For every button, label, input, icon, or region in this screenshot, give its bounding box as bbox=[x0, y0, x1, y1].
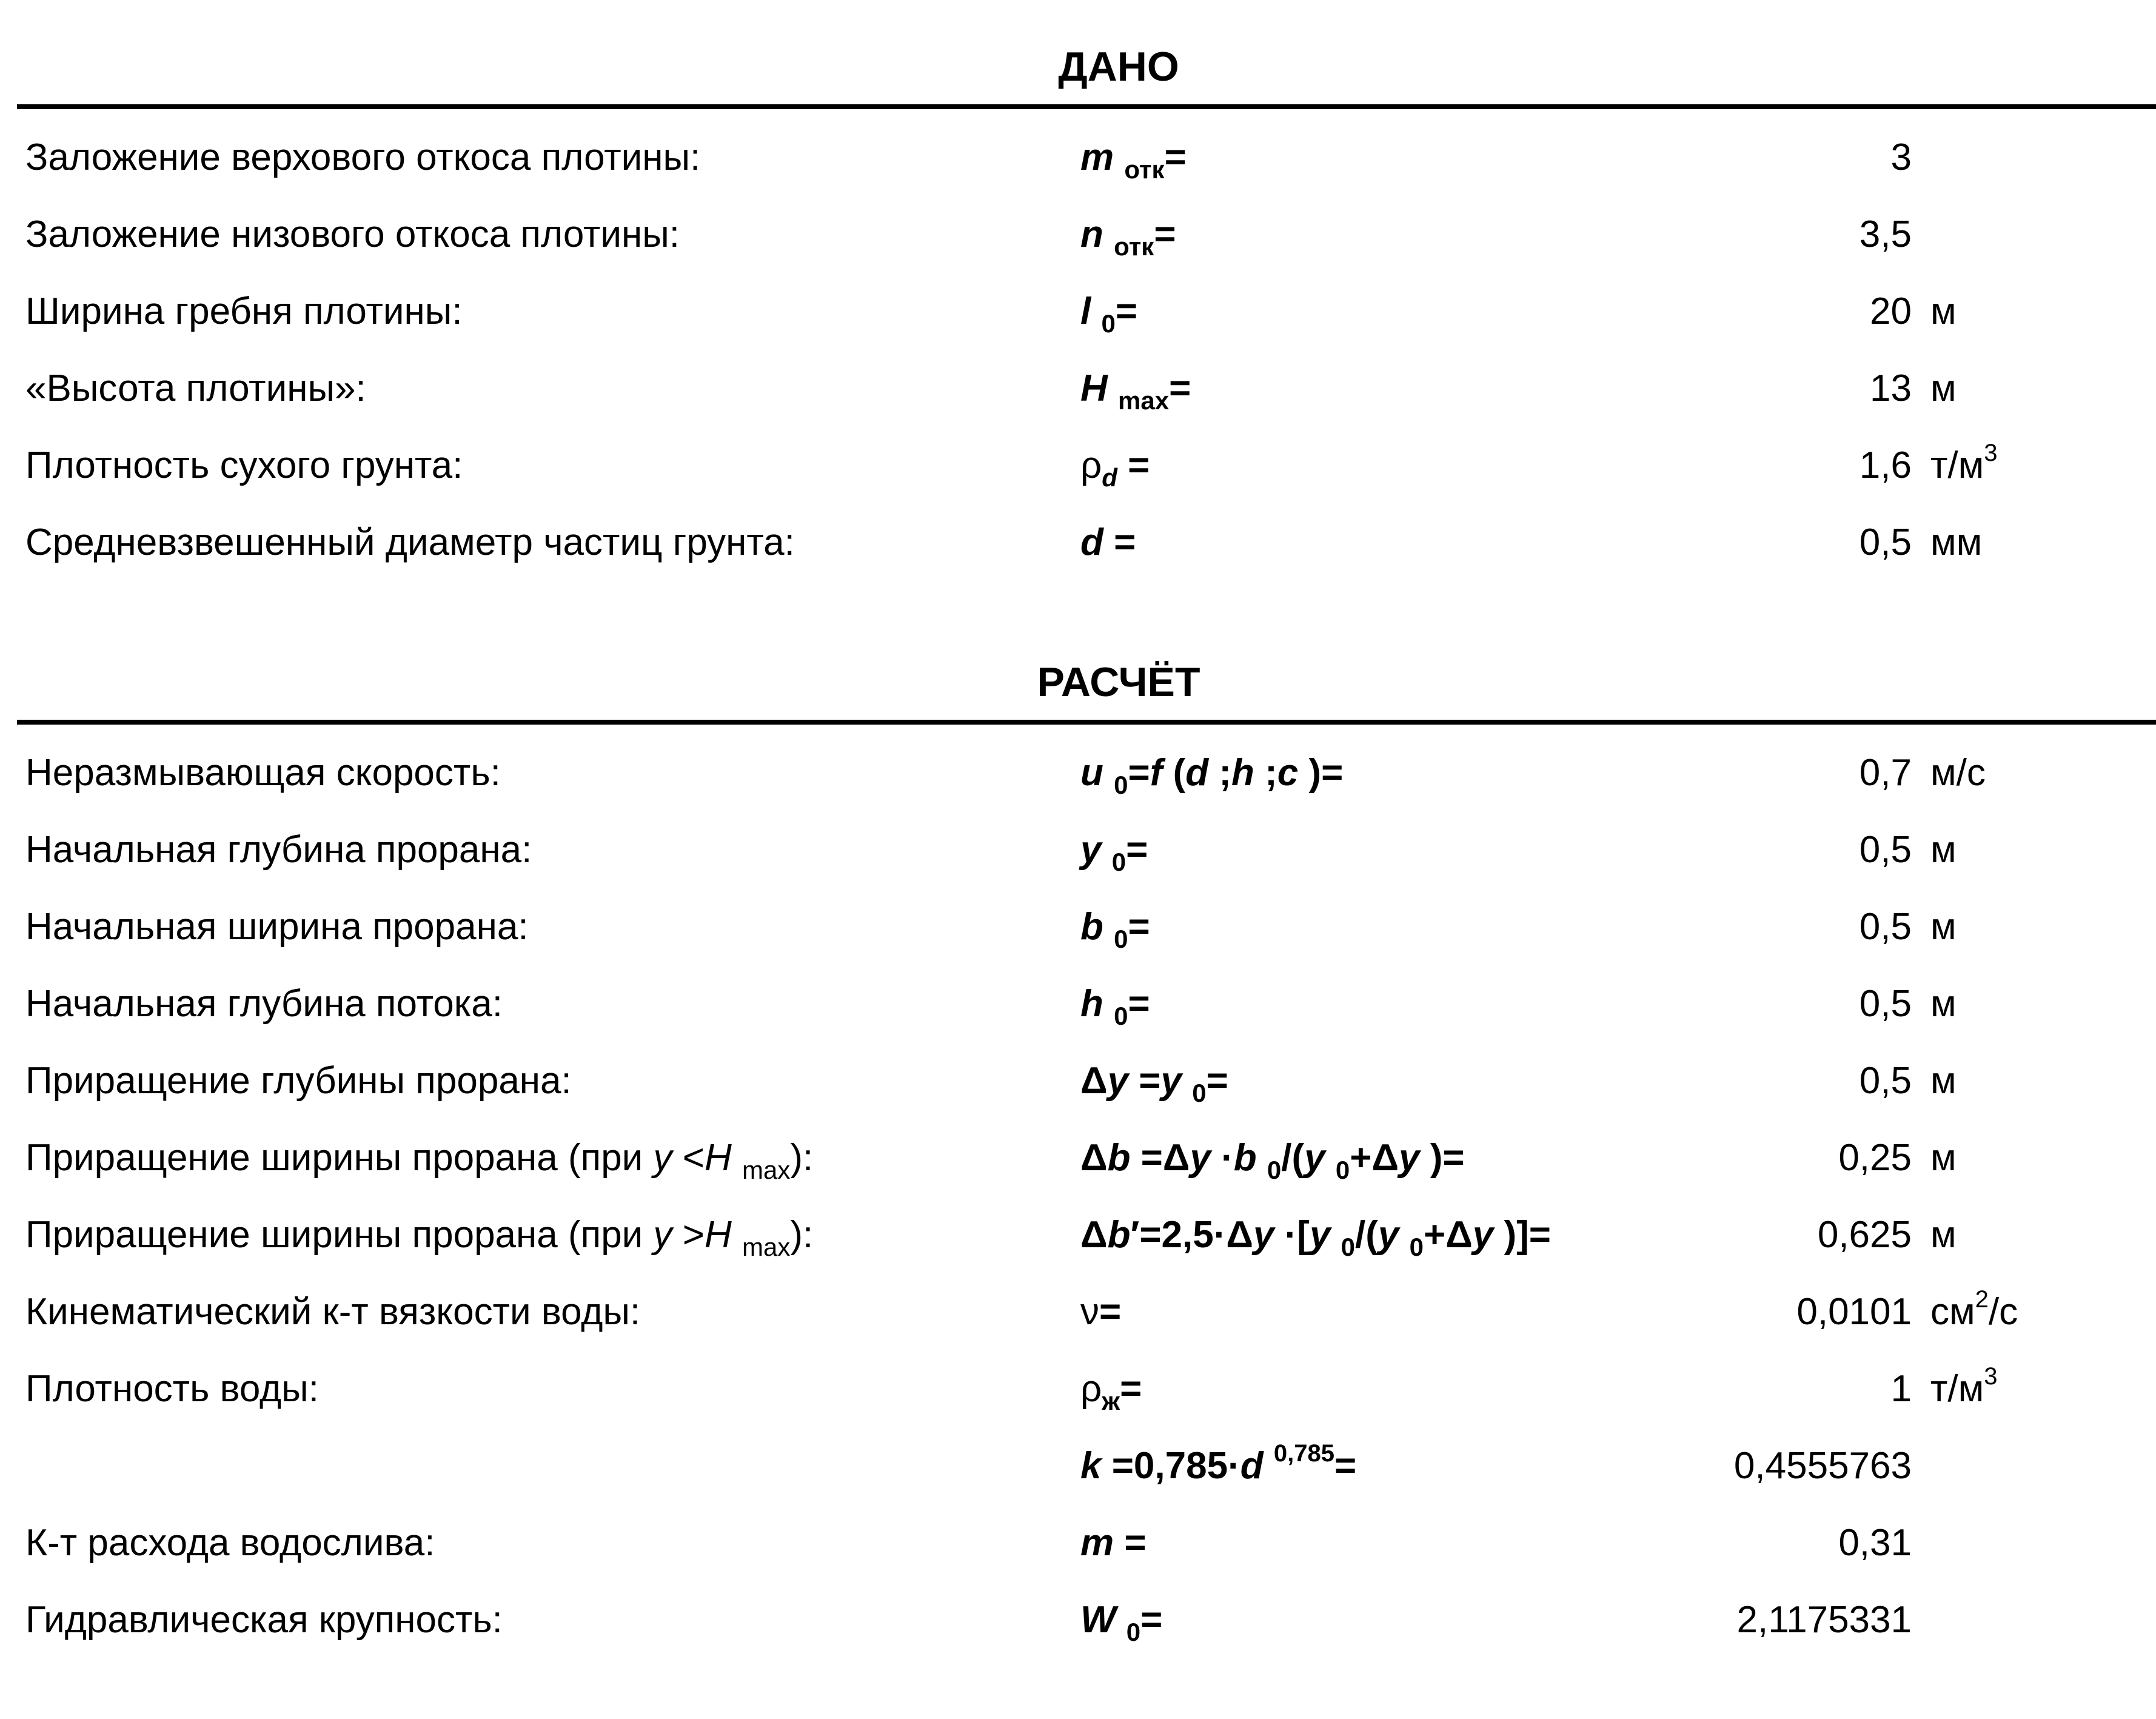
calc-row-width-increment-below bbox=[0, 1128, 2156, 1188]
row-value: 3 bbox=[1890, 136, 1912, 178]
row-value: 0,5 bbox=[1859, 521, 1912, 563]
row-value: 1,6 bbox=[1859, 444, 1912, 486]
row-value: 0,5 bbox=[1859, 1060, 1912, 1102]
row-value: 20 bbox=[1870, 290, 1912, 332]
row-label: Приращение глубины прорана: bbox=[25, 1060, 572, 1102]
row-formula: Δb =Δy ·b $_0$/(y $_0$+Δy )= bbox=[1080, 1137, 1465, 1184]
row-label: Средневзвешенный диаметр частиц грунта: bbox=[25, 521, 795, 563]
row-unit: м bbox=[1930, 906, 1957, 948]
calc-row-depth-increment bbox=[0, 1051, 2156, 1111]
calc-row-settling-velocity bbox=[0, 1590, 2156, 1650]
calc-row-water-density bbox=[0, 1359, 2156, 1419]
section-heading-calc: РАСЧЁТ bbox=[1037, 659, 1200, 705]
row-unit: мм bbox=[1930, 521, 1983, 563]
row-label: Начальная ширина прорана: bbox=[25, 906, 529, 948]
row-label: К-т расхода водослива: bbox=[25, 1522, 435, 1564]
section-heading-given: ДАНО bbox=[1058, 44, 1179, 90]
row-unit: м bbox=[1930, 290, 1957, 332]
given-row-particle-diameter bbox=[0, 512, 2156, 573]
row-value: 0,5 bbox=[1859, 906, 1912, 948]
calc-row-weir-discharge-coefficient bbox=[0, 1513, 2156, 1573]
calc-row-non-scour-velocity bbox=[0, 743, 2156, 803]
row-label: Приращение ширины прорана (при y >H $_{max}$): bbox=[25, 1214, 814, 1261]
calc-row-initial-breach-depth bbox=[0, 820, 2156, 880]
row-value: 0,0101 bbox=[1796, 1291, 1912, 1333]
row-label: Заложение низового откоса плотины: bbox=[25, 213, 680, 255]
calc-row-k-coefficient bbox=[0, 1436, 2156, 1496]
row-value: 3,5 bbox=[1859, 213, 1912, 255]
row-label: Плотность сухого грунта: bbox=[25, 444, 463, 486]
row-label: Начальная глубина прорана: bbox=[25, 829, 532, 871]
row-value: 0,5 bbox=[1859, 983, 1912, 1025]
row-formula: b $_0$= bbox=[1080, 906, 1150, 953]
row-label: Заложение верхового откоса плотины: bbox=[25, 136, 701, 178]
section-divider bbox=[17, 104, 2156, 109]
calc-row-kinematic-viscosity bbox=[0, 1282, 2156, 1342]
row-formula: m $_{отк}$= bbox=[1080, 136, 1187, 184]
given-row-dry-soil-density bbox=[0, 435, 2156, 496]
row-label: Плотность воды: bbox=[25, 1368, 319, 1410]
row-formula: ν= bbox=[1080, 1291, 1122, 1333]
row-unit: $т/м^3$ bbox=[1930, 1363, 1998, 1410]
row-label: Кинематический к-т вязкости воды: bbox=[25, 1291, 641, 1333]
row-formula: H $_{max}$= bbox=[1080, 367, 1191, 415]
section-divider bbox=[17, 720, 2156, 725]
row-label: Гидравлическая крупность: bbox=[25, 1599, 503, 1641]
calc-row-width-increment-above bbox=[0, 1205, 2156, 1265]
row-value: 0,625 bbox=[1817, 1214, 1912, 1256]
row-value: 13 bbox=[1870, 367, 1912, 409]
row-unit: м bbox=[1930, 1060, 1957, 1102]
row-unit: м/с bbox=[1930, 752, 1986, 794]
row-formula: W $_0$= bbox=[1080, 1599, 1163, 1646]
row-label: Приращение ширины прорана (при y <H $_{max}$): bbox=[25, 1137, 814, 1184]
row-unit: м bbox=[1930, 983, 1957, 1025]
row-value: 0,25 bbox=[1838, 1137, 1912, 1179]
row-unit: м bbox=[1930, 829, 1957, 871]
row-formula: Δy =y $_0$= bbox=[1080, 1060, 1228, 1107]
row-unit: $т/м^3$ bbox=[1930, 440, 1998, 486]
row-value: 0,5 bbox=[1859, 829, 1912, 871]
row-unit: м bbox=[1930, 367, 1957, 409]
given-row-dam-height bbox=[0, 358, 2156, 419]
row-formula: h $_0$= bbox=[1080, 983, 1150, 1030]
row-unit: м bbox=[1930, 1137, 1957, 1179]
row-unit: м bbox=[1930, 1214, 1957, 1256]
given-row-downstream-slope bbox=[0, 204, 2156, 265]
row-formula: y $_0$= bbox=[1080, 829, 1148, 876]
calc-row-initial-flow-depth bbox=[0, 974, 2156, 1034]
row-value: 0,4555763 bbox=[1733, 1445, 1912, 1487]
given-row-upstream-slope bbox=[0, 127, 2156, 188]
row-value: 0,7 bbox=[1859, 752, 1912, 794]
row-formula: $\rho_d$ = bbox=[1080, 444, 1150, 492]
row-formula: Δb′=2,5·Δy ·[y $_0$/(y $_0$+Δy )]= bbox=[1080, 1214, 1551, 1261]
row-label: Ширина гребня плотины: bbox=[25, 290, 463, 332]
row-formula: m = bbox=[1080, 1522, 1147, 1564]
row-label: Начальная глубина потока: bbox=[25, 983, 503, 1025]
row-formula: l $_0$= bbox=[1080, 290, 1138, 338]
row-unit: $см^2/с$ bbox=[1930, 1286, 2018, 1333]
row-formula: u $_0$=f (d ;h ;c )= bbox=[1080, 752, 1344, 799]
row-label: «Высота плотины»: bbox=[25, 367, 366, 409]
row-value: 2,1175331 bbox=[1736, 1599, 1912, 1641]
row-formula: $\rho_ж=$ bbox=[1080, 1368, 1142, 1415]
row-formula: n $_{отк}$= bbox=[1080, 213, 1176, 261]
row-value: 1 bbox=[1890, 1368, 1912, 1410]
row-formula: k =0,785·d $^{0,785}$= bbox=[1080, 1440, 1357, 1487]
row-formula: d = bbox=[1080, 521, 1136, 563]
calc-row-initial-breach-width bbox=[0, 897, 2156, 957]
row-label: Неразмывающая скорость: bbox=[25, 752, 501, 794]
row-value: 0,31 bbox=[1838, 1522, 1912, 1564]
given-row-crest-width bbox=[0, 281, 2156, 342]
